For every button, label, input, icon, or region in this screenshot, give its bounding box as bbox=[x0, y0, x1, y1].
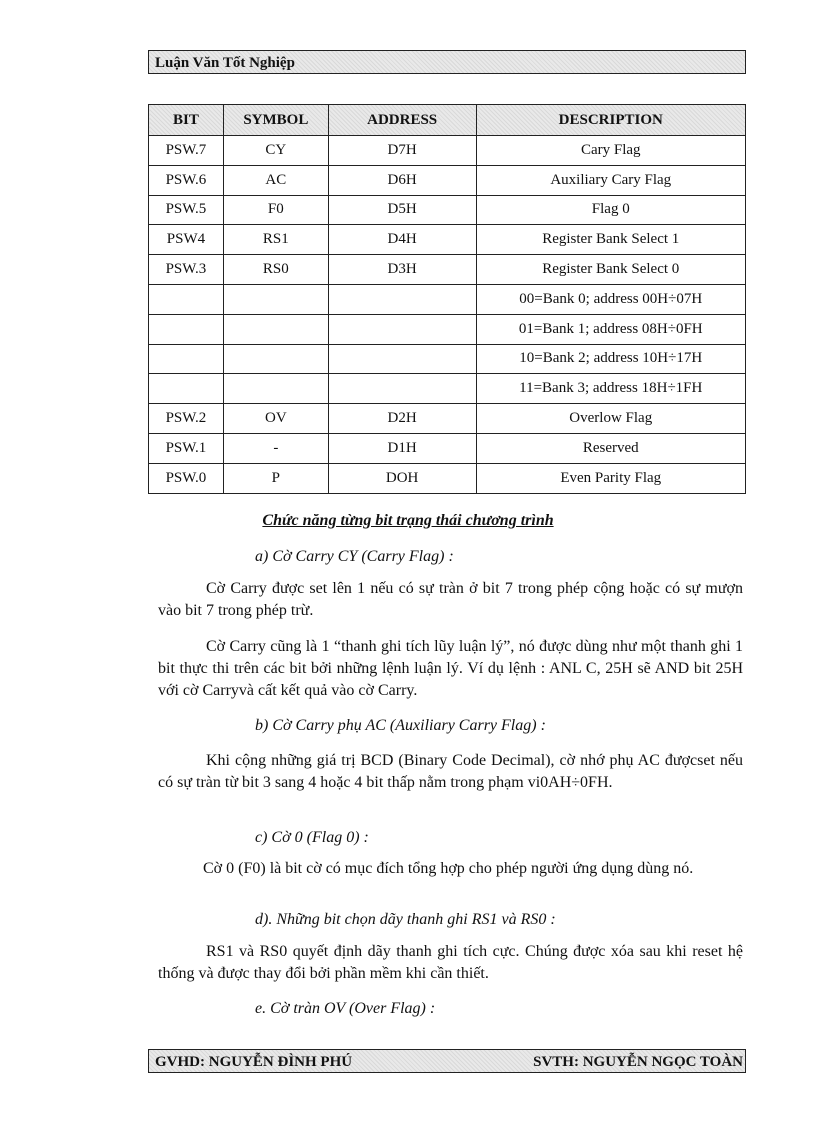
table-row bbox=[149, 136, 746, 166]
table-cell: CY bbox=[223, 136, 328, 166]
table-cell bbox=[149, 314, 224, 344]
table-cell bbox=[149, 374, 224, 404]
table-cell bbox=[223, 284, 328, 314]
column-header: DESCRIPTION bbox=[476, 105, 745, 136]
table-body bbox=[149, 136, 746, 494]
psw-table bbox=[148, 104, 746, 494]
table-cell bbox=[328, 374, 476, 404]
table-cell: OV bbox=[223, 404, 328, 434]
table-caption: Chức năng từng bit trạng thái chương trình bbox=[262, 512, 554, 529]
section-c-heading: c) Cờ 0 (Flag 0) : bbox=[255, 829, 369, 846]
table-cell: D7H bbox=[328, 136, 476, 166]
page-header bbox=[148, 50, 746, 74]
header-title: Luận Văn Tốt Nghiệp bbox=[155, 55, 295, 71]
column-header: BIT bbox=[149, 105, 224, 136]
table-cell: 01=Bank 1; address 08H÷0FH bbox=[476, 314, 745, 344]
column-header: SYMBOL bbox=[223, 105, 328, 136]
table-cell bbox=[149, 344, 224, 374]
table-row bbox=[149, 195, 746, 225]
table-cell: PSW.3 bbox=[149, 255, 224, 285]
table-cell: Register Bank Select 0 bbox=[476, 255, 745, 285]
column-header: ADDRESS bbox=[328, 105, 476, 136]
table-header-row bbox=[149, 105, 746, 136]
section-a-paragraph-2: Cờ Carry cũng là 1 “thanh ghi tích lũy luận lý”, nó được dùng như một thanh ghi 1 bit thực thi trên các bit bởi những lệnh luận lý. Ví dụ lệnh : ANL C, 25H sẽ AND bit 25H với cờ Carryvà cất kết quả vào cờ Carry. bbox=[158, 638, 743, 699]
section-a-paragraph-1: Cờ Carry được set lên 1 nếu có sự tràn ở bit 7 trong phép cộng hoặc có sự mượn vào bit 7 trong phép trừ. bbox=[158, 580, 743, 619]
page-footer bbox=[148, 1049, 746, 1073]
table-row bbox=[149, 433, 746, 463]
section-d-heading: d). Những bit chọn dãy thanh ghi RS1 và RS0 : bbox=[255, 911, 556, 928]
table-cell: Auxiliary Cary Flag bbox=[476, 165, 745, 195]
table-row bbox=[149, 165, 746, 195]
table-cell bbox=[328, 344, 476, 374]
table-cell bbox=[223, 374, 328, 404]
section-b-heading: b) Cờ Carry phụ AC (Auxiliary Carry Flag) : bbox=[255, 717, 546, 734]
table-row bbox=[149, 463, 746, 493]
table-cell: Register Bank Select 1 bbox=[476, 225, 745, 255]
table-cell: D5H bbox=[328, 195, 476, 225]
section-b-paragraph-1: Khi cộng những giá trị BCD (Binary Code Decimal), cờ nhớ phụ AC đượcset nếu có sự tràn từ bit 3 sang 4 hoặc 4 bit thấp nằm trong phạm vi0AH÷0FH. bbox=[158, 752, 743, 791]
section-c-paragraph-1: Cờ 0 (F0) là bit cờ có mục đích tổng hợp cho phép người ứng dụng dùng nó. bbox=[203, 860, 694, 877]
section-e-heading: e. Cờ tràn OV (Over Flag) : bbox=[255, 1000, 436, 1017]
table-cell: RS0 bbox=[223, 255, 328, 285]
table-cell: D4H bbox=[328, 225, 476, 255]
table-cell: Cary Flag bbox=[476, 136, 745, 166]
table-cell: DOH bbox=[328, 463, 476, 493]
table-cell: Reserved bbox=[476, 433, 745, 463]
table-cell: F0 bbox=[223, 195, 328, 225]
table-cell: D1H bbox=[328, 433, 476, 463]
table-row bbox=[149, 255, 746, 285]
section-a-heading: a) Cờ Carry CY (Carry Flag) : bbox=[255, 548, 454, 565]
table-row bbox=[149, 344, 746, 374]
table-cell: PSW.0 bbox=[149, 463, 224, 493]
table-row bbox=[149, 314, 746, 344]
table-cell: PSW.7 bbox=[149, 136, 224, 166]
table-cell: Flag 0 bbox=[476, 195, 745, 225]
footer-advisor: GVHD: NGUYỄN ĐÌNH PHÚ bbox=[155, 1054, 353, 1070]
table-row bbox=[149, 404, 746, 434]
table-cell: 00=Bank 0; address 00H÷07H bbox=[476, 284, 745, 314]
section-d-paragraph-1: RS1 và RS0 quyết định dãy thanh ghi tích cực. Chúng được xóa sau khi reset hệ thống và được thay đổi bởi phần mềm khi cần thiết. bbox=[158, 943, 743, 982]
table-cell bbox=[328, 314, 476, 344]
table-cell: D6H bbox=[328, 165, 476, 195]
table-cell: PSW.1 bbox=[149, 433, 224, 463]
table-cell: D2H bbox=[328, 404, 476, 434]
table-cell: PSW.6 bbox=[149, 165, 224, 195]
table-cell bbox=[223, 344, 328, 374]
table-cell: RS1 bbox=[223, 225, 328, 255]
table-cell bbox=[149, 284, 224, 314]
table-cell: Even Parity Flag bbox=[476, 463, 745, 493]
table-row bbox=[149, 284, 746, 314]
table-cell: Overlow Flag bbox=[476, 404, 745, 434]
table-cell: PSW4 bbox=[149, 225, 224, 255]
table-row bbox=[149, 225, 746, 255]
table-cell bbox=[328, 284, 476, 314]
table-cell: - bbox=[223, 433, 328, 463]
table-cell: AC bbox=[223, 165, 328, 195]
table-cell: P bbox=[223, 463, 328, 493]
table-cell: PSW.5 bbox=[149, 195, 224, 225]
table-cell bbox=[223, 314, 328, 344]
table-cell: PSW.2 bbox=[149, 404, 224, 434]
table-cell: D3H bbox=[328, 255, 476, 285]
table-row bbox=[149, 374, 746, 404]
table-cell: 11=Bank 3; address 18H÷1FH bbox=[476, 374, 745, 404]
table-cell: 10=Bank 2; address 10H÷17H bbox=[476, 344, 745, 374]
footer-student: SVTH: NGUYỄN NGỌC TOÀN bbox=[533, 1054, 743, 1070]
